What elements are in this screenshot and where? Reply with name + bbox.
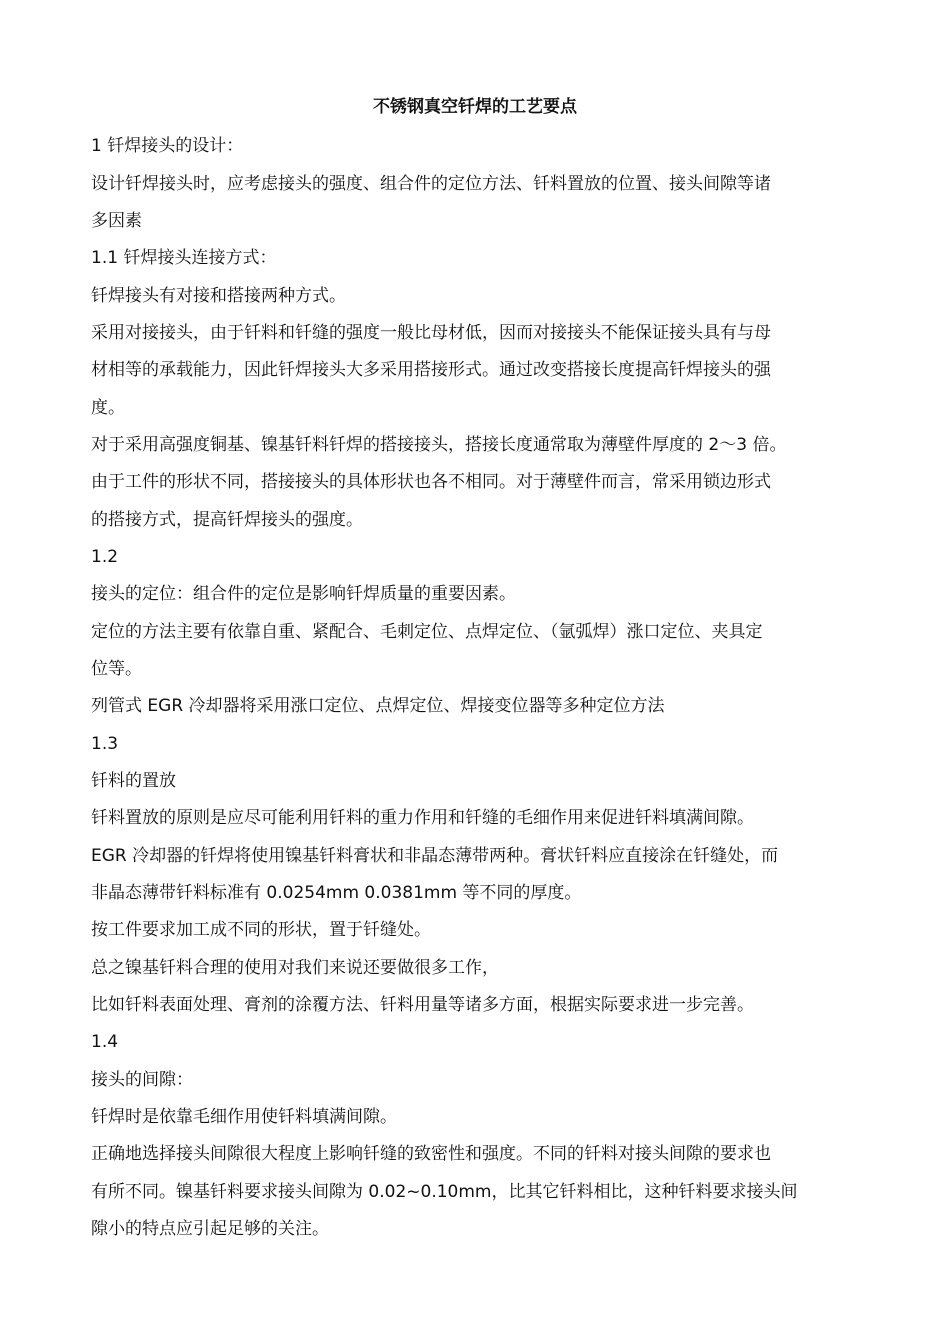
paragraph-line: 钎焊时是依靠毛细作用使钎料填满间隙。 <box>91 1107 397 1127</box>
paragraph-line: 材相等的承载能力，因此钎焊接头大多采用搭接形式。通过改变搭接长度提高钎焊接头的强 <box>91 360 771 380</box>
paragraph-line: 采用对接接头，由于钎料和钎缝的强度一般比母材低，因而对接接头不能保证接头具有与母 <box>91 323 771 343</box>
paragraph-line: 对于采用高强度铜基、镍基钎料钎焊的搭接接头，搭接长度通常取为薄壁件厚度的 2～3 倍。 <box>91 435 787 455</box>
paragraph-line: 列管式 EGR 冷却器将采用涨口定位、点焊定位、焊接变位器等多种定位方法 <box>91 696 665 716</box>
paragraph-line: 的搭接方式，提高钎焊接头的强度。 <box>91 510 363 530</box>
paragraph-line: 总之镍基钎料合理的使用对我们来说还要做很多工作， <box>91 958 499 978</box>
paragraph-line: 钎焊接头有对接和搭接两种方式。 <box>91 286 346 306</box>
document-title: 不锈钢真空钎焊的工艺要点 <box>373 97 577 117</box>
paragraph-line: 定位的方法主要有依靠自重、紧配合、毛刺定位、点焊定位、（氩弧焊）涨口定位、夹具定 <box>91 622 763 642</box>
paragraph-line: 由于工件的形状不同，搭接接头的具体形状也各不相同。对于薄壁件而言，常采用锁边形式 <box>91 472 771 492</box>
paragraph-line: 位等。 <box>91 659 142 679</box>
paragraph-line: 按工件要求加工成不同的形状，置于钎缝处。 <box>91 920 431 940</box>
heading-1-4: 1.4 <box>91 1032 119 1052</box>
heading-1-3: 1.3 <box>91 734 119 754</box>
paragraph-line: 钎料置放的原则是应尽可能利用钎料的重力作用和钎缝的毛细作用来促进钎料填满间隙。 <box>91 808 754 828</box>
heading-1-1: 1.1 钎焊接头连接方式： <box>91 248 277 268</box>
paragraph-line: 设计钎焊接头时，应考虑接头的强度、组合件的定位方法、钎料置放的位置、接头间隙等诸 <box>91 174 771 194</box>
paragraph-line: 正确地选择接头间隙很大程度上影响钎缝的致密性和强度。不同的钎料对接头间隙的要求也 <box>91 1144 771 1164</box>
paragraph-line: 接头的定位：组合件的定位是影响钎焊质量的重要因素。 <box>91 584 516 604</box>
paragraph-line: 多因素 <box>91 211 142 231</box>
paragraph-line: 度。 <box>91 398 125 418</box>
paragraph-line: 接头的间隙： <box>91 1070 193 1090</box>
paragraph-line: 隙小的特点应引起足够的关注。 <box>91 1219 329 1239</box>
paragraph-line: 比如钎料表面处理、膏剂的涂覆方法、钎料用量等诸多方面，根据实际要求进一步完善。 <box>91 995 754 1015</box>
heading-1: 1 钎焊接头的设计： <box>91 136 244 156</box>
paragraph-line: EGR 冷却器的钎焊将使用镍基钎料膏状和非晶态薄带两种。膏状钎料应直接涂在钎缝处，而 <box>91 846 779 866</box>
paragraph-line: 有所不同。镍基钎料要求接头间隙为 0.02~0.10mm，比其它钎料相比，这种钎料要求接头间 <box>91 1182 798 1202</box>
paragraph-line: 钎料的置放 <box>91 771 176 791</box>
heading-1-2: 1.2 <box>91 547 119 567</box>
paragraph-line: 非晶态薄带钎料标准有 0.0254mm 0.0381mm 等不同的厚度。 <box>91 883 582 903</box>
